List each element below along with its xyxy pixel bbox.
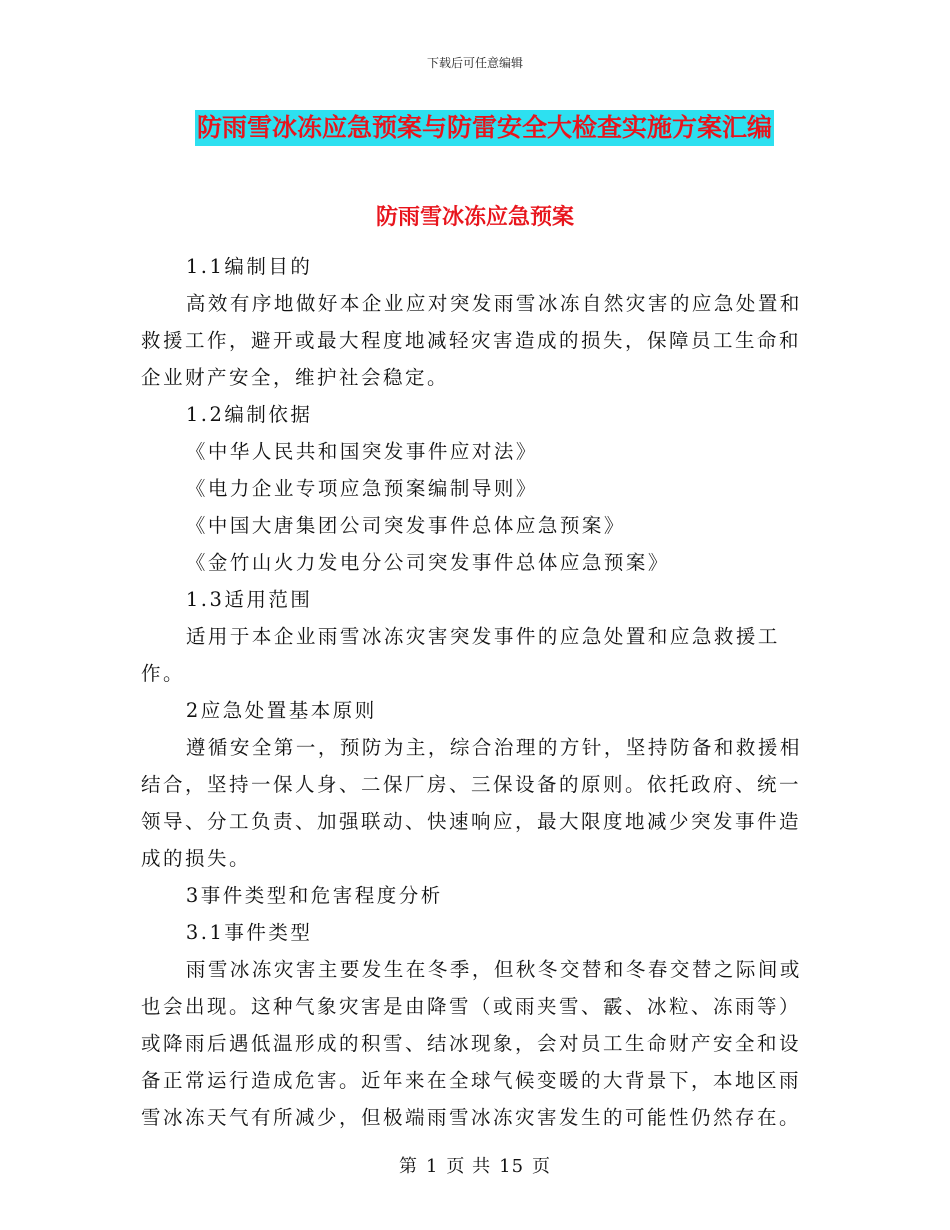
section-title: 防雨雪冰冻应急预案: [375, 204, 574, 230]
paragraph-scope: 适用于本企业雨雪冰冻灾害突发事件的应急处置和应急救援工作。: [141, 625, 780, 685]
paragraph-event-types: 雨雪冰冻灾害主要发生在冬季，但秋冬交替和冬春交替之际间或 也会出现。这种气象灾害是由降雪（或雨夹雪、霰、冰粒、冻雨等） 或降雨后遇低温形成的积雪、结冰现象，会对员工生命财产安全和设 备正常运行造成危害。近年来在全球气候变暖的大背景下，本地区雨 雪冰冻天气有所减少，但极端雨雪冰冻灾害发生的可能性仍然存在。: [141, 958, 802, 1129]
heading-1-3: 1.3适用范围: [185, 588, 313, 611]
heading-3: 3事件类型和危害程度分析: [185, 884, 443, 907]
reference-4: 《金竹山火力发电分公司突发事件总体应急预案》: [185, 551, 670, 574]
document-body: [141, 248, 821, 1136]
reference-1: 《中华人民共和国突发事件应对法》: [185, 440, 538, 463]
footer-page-number: 1: [425, 1156, 439, 1177]
reference-3: 《中国大唐集团公司突发事件总体应急预案》: [185, 514, 626, 537]
paragraph-purpose: 高效有序地做好本企业应对突发雨雪冰冻自然灾害的应急处置和 救援工作，避开或最大程度地减轻灾害造成的损失，保障员工生命和 企业财产安全，维护社会稳定。: [141, 292, 802, 389]
footer-suffix: 页: [532, 1156, 552, 1177]
heading-1-1: 1.1编制目的: [185, 255, 313, 278]
footer-middle: 页 共: [446, 1156, 492, 1177]
heading-3-1: 3.1事件类型: [185, 921, 313, 944]
page-footer: [0, 1152, 950, 1178]
heading-2: 2应急处置基本原则: [185, 699, 377, 722]
paragraph-principles: 遵循安全第一，预防为主，综合治理的方针，坚持防备和救援相 结合，坚持一保人身、二保厂房、三保设备的原则。依托政府、统一 领导、分工负责、加强联动、快速响应，最大限度地减少突发事件造 成的损失。: [141, 736, 802, 870]
heading-1-2: 1.2编制依据: [185, 403, 313, 426]
header-note: 下载后可任意编辑: [426, 56, 523, 70]
footer-prefix: 第: [398, 1156, 418, 1177]
reference-2: 《电力企业专项应急预案编制导则》: [185, 477, 538, 500]
document-title: 防雨雪冰冻应急预案与防雷安全大检查实施方案汇编: [195, 110, 774, 146]
footer-total-pages: 15: [499, 1156, 525, 1177]
